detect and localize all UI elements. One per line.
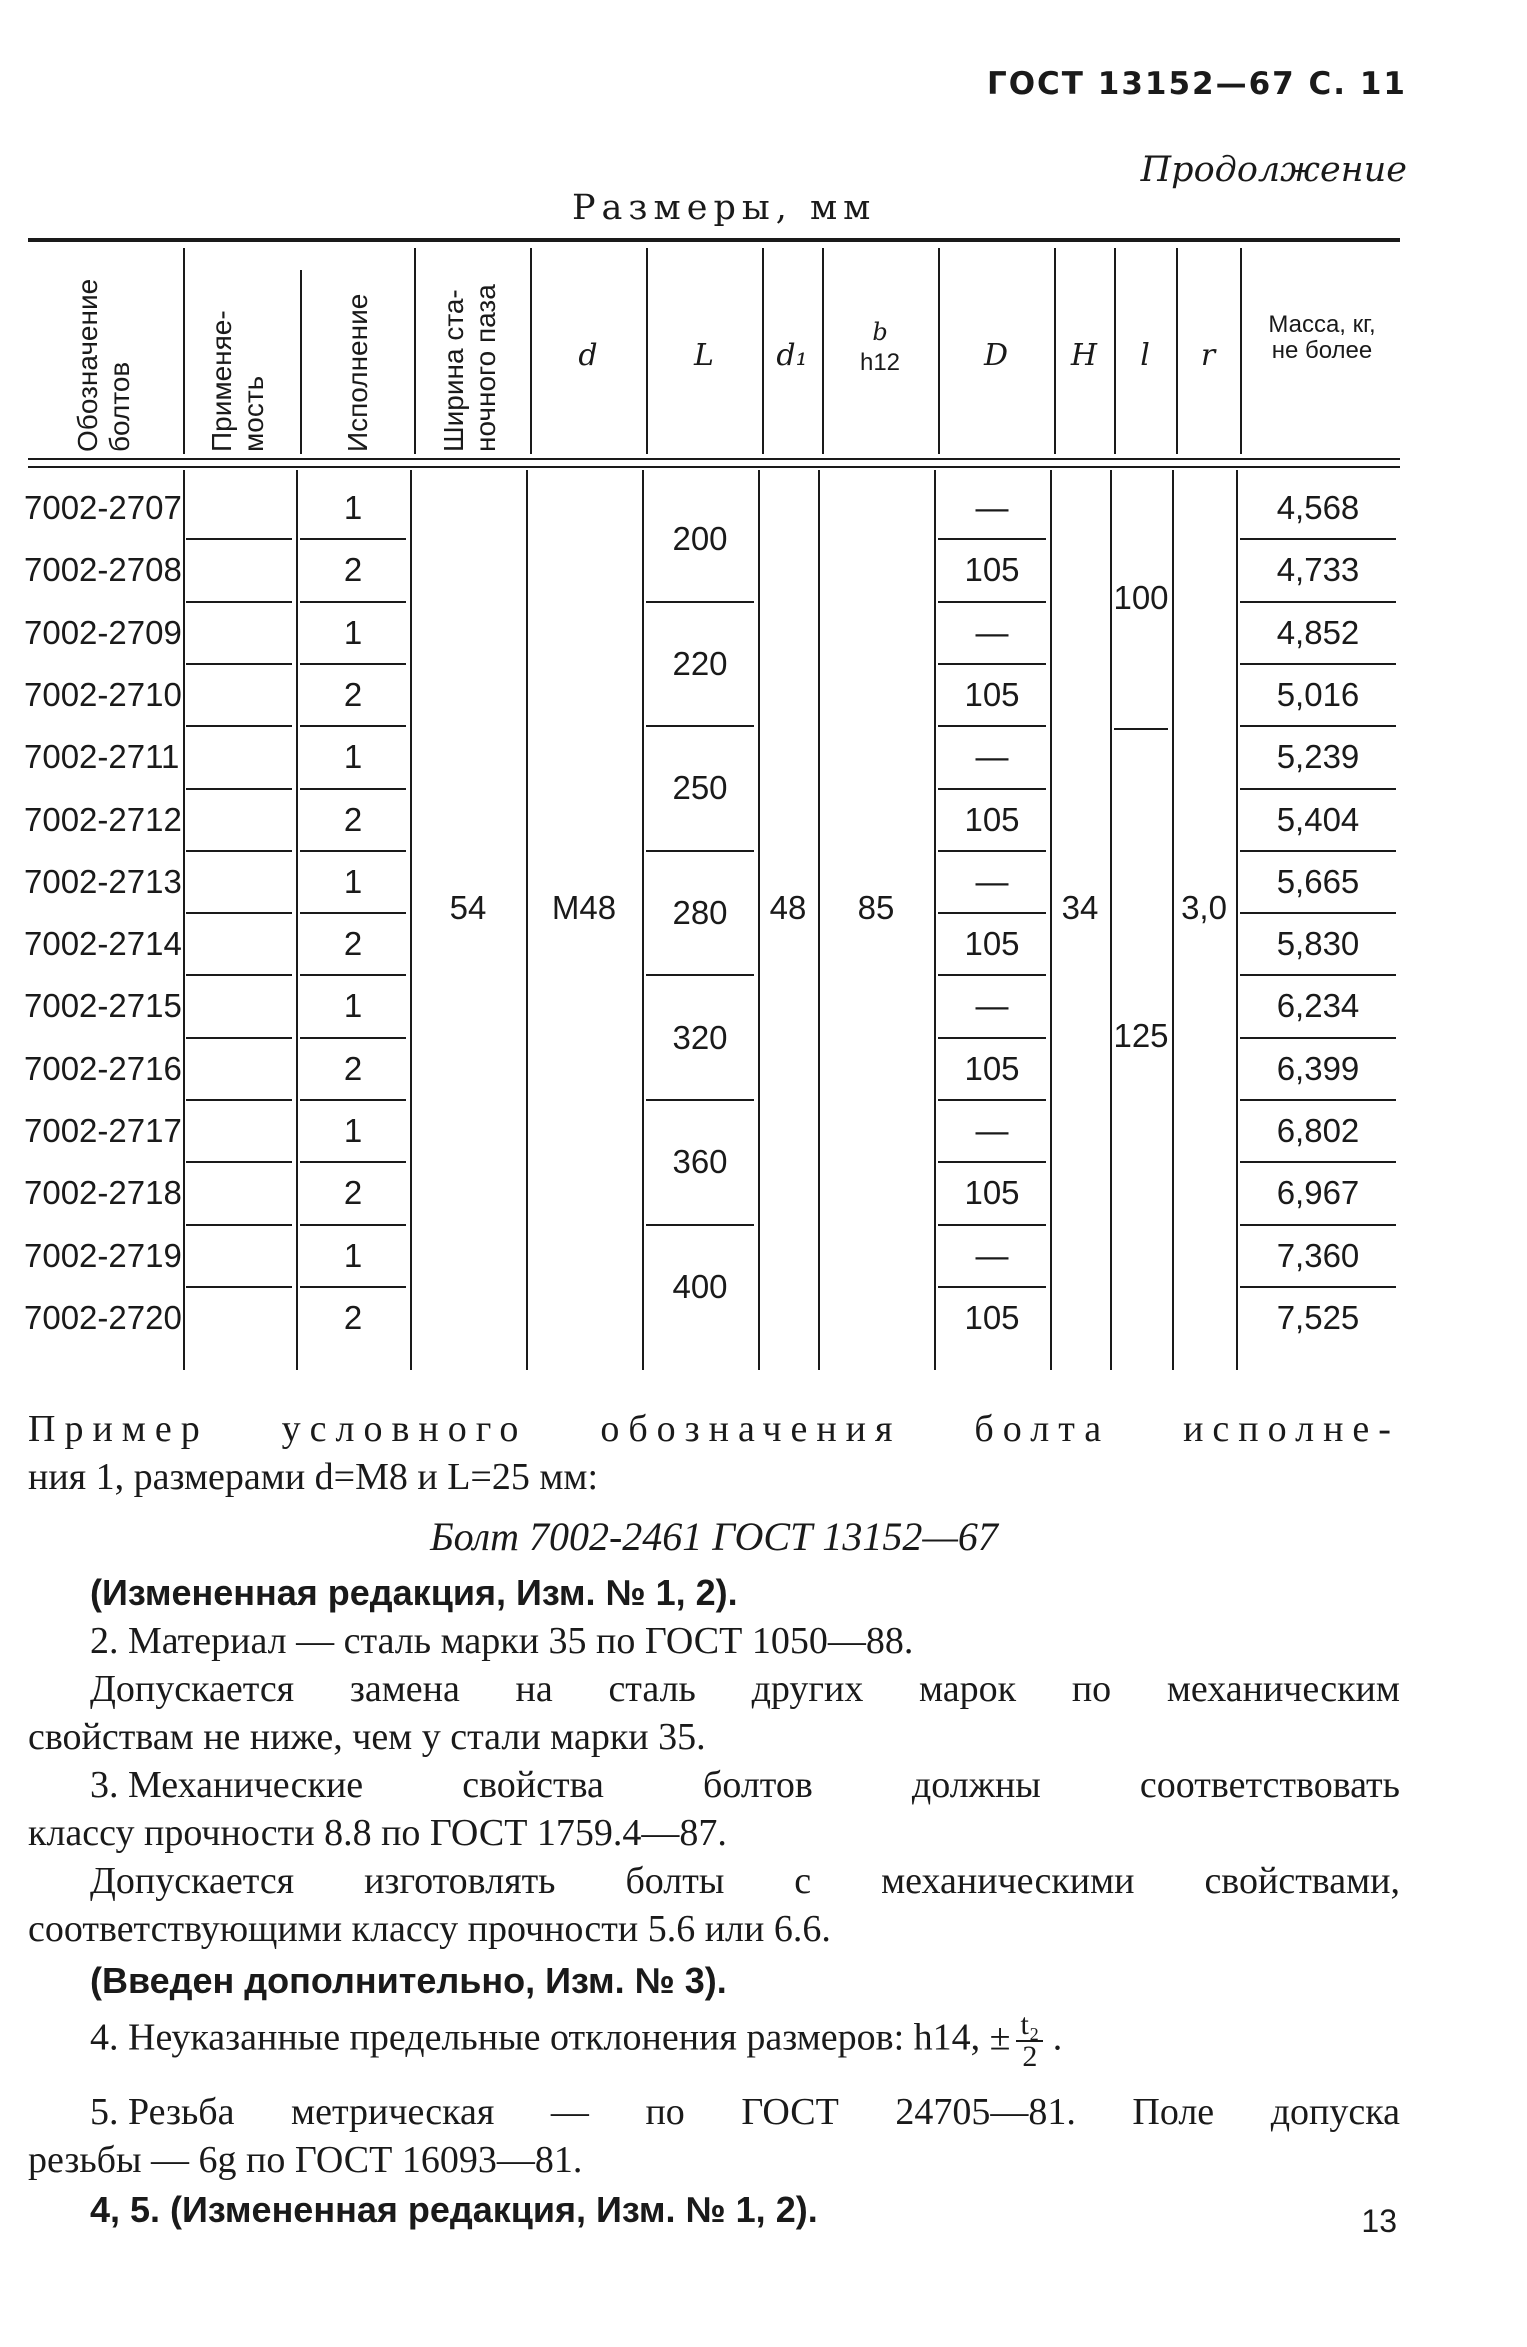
row-separator [300,1099,406,1101]
row-separator [300,1161,406,1163]
row-separator [1240,788,1396,790]
mass-cell: 6,967 [1276,1174,1360,1212]
paragraph-2-line2 [90,1665,1400,1713]
length-cell: 200 [672,520,728,558]
length-cell: 400 [672,1267,728,1305]
D-cell: — [975,738,1009,776]
row-separator [1240,725,1396,727]
version-cell: 2 [343,551,363,589]
designation-example: Болт 7002-2461 ГОСТ 13152—67 [430,1514,998,1559]
length-group-separator [646,725,754,727]
row-separator [938,1099,1046,1101]
sizes-caption: Размеры, мм [572,188,877,228]
mass-cell: 5,665 [1276,862,1360,900]
word: болтов [702,1764,813,1806]
fraction-denominator: 2 [1022,2040,1038,2073]
b-value: 85 [857,889,895,926]
word: Допускается [90,1860,295,1902]
paragraph-4-end: . [1052,2016,1063,2059]
designation-cell: 7002-2720 [24,1298,182,1336]
col-header-D: D [983,338,1009,373]
row-separator [300,850,406,852]
col-header-r: r [1200,338,1216,373]
word: Поле [1132,2091,1215,2133]
D-cell: — [975,1236,1009,1274]
designation-cell: 7002-2719 [24,1236,182,1274]
version-cell: 2 [343,1049,363,1087]
paragraph-4-text: 4. Неуказанные предельные отклонения размеров: h14, ± [90,2016,1011,2059]
paragraph-3-line3 [90,1857,1400,1905]
row-separator [186,788,292,790]
version-cell: 1 [343,1236,363,1274]
mass-cell: 4,733 [1276,551,1360,589]
row-separator [1240,1037,1396,1039]
col-header-l: l [1140,338,1150,373]
d1-value: 48 [769,889,807,926]
row-separator [938,912,1046,914]
col-header-b-tolerance: h12 [859,349,901,376]
row-separator [1240,1161,1396,1163]
row-separator [186,1099,292,1101]
col-header-d: d [578,338,598,373]
col-header-slot-width: Ширина ста-ночного паза [438,284,501,452]
row-separator [1240,912,1396,914]
paragraph-3-line4: соответствующими классу прочности 5.6 или 6.6. [28,1908,831,1950]
row-separator [1240,663,1396,665]
row-separator [938,974,1046,976]
word: замена [349,1668,460,1710]
table-top-rule [28,238,1400,242]
designation-cell: 7002-2717 [24,1112,182,1149]
designation-cell: 7002-2718 [24,1174,182,1212]
designation-cell: 7002-2711 [24,738,180,776]
l-group-separator [1114,728,1168,730]
mass-cell: 6,802 [1276,1112,1360,1149]
row-separator [300,912,406,914]
length-cell: 320 [672,1018,728,1056]
row-separator [1240,1224,1396,1226]
col-header-version: Исполнение [342,293,373,452]
row-separator [186,1286,292,1288]
col-header-d1: d₁ [776,338,808,373]
word: обозначения [600,1408,902,1450]
col-header-H: H [1070,338,1098,373]
row-separator [938,601,1046,603]
word: допуска [1270,2091,1400,2133]
D-cell: — [975,489,1009,526]
D-cell: 105 [964,1298,1020,1336]
designation-cell: 7002-2712 [24,800,182,838]
mass-cell: 6,234 [1276,987,1360,1025]
word: исполне- [1183,1408,1400,1450]
version-cell: 2 [343,1174,363,1212]
D-cell: 105 [964,1049,1020,1087]
length-cell: 250 [672,769,728,807]
example-intro-line2: ния 1, размерами d=M8 и L=25 мм: [28,1456,598,1498]
body-divider [183,470,185,1370]
mass-cell: 4,568 [1276,489,1360,526]
word: 24705—81. [895,2091,1076,2133]
mass-cell: 5,404 [1276,800,1360,838]
designation-cell: 7002-2715 [24,987,182,1025]
header-divider [300,270,302,454]
word: марок [919,1668,1017,1710]
row-separator [1240,538,1396,540]
word: по [645,2091,685,2133]
word: 5. Резьба [90,2091,235,2133]
row-separator [186,974,292,976]
row-separator [1240,850,1396,852]
col-header-applicability: Применяе-мость [206,310,269,452]
word: болта [974,1408,1111,1450]
word: по [1071,1668,1112,1710]
header-bottom-rule [28,458,1400,460]
D-cell: 105 [964,1174,1020,1212]
row-separator [938,1286,1046,1288]
paragraph-3-line2: классу прочности 8.8 по ГОСТ 1759.4—87. [28,1812,727,1854]
row-separator [938,663,1046,665]
row-separator [186,850,292,852]
word: с [794,1860,812,1902]
word: свойствами, [1204,1860,1400,1902]
mass-cell: 4,852 [1276,613,1360,651]
paragraph-5-line2: резьбы — 6g по ГОСТ 16093—81. [28,2139,583,2181]
word: свойства [462,1764,604,1806]
D-cell: — [975,987,1009,1025]
mass-cell: 5,830 [1276,925,1360,963]
word: соответствовать [1139,1764,1400,1806]
row-separator [186,912,292,914]
mass-cell: 5,239 [1276,738,1360,776]
version-cell: 1 [343,987,363,1025]
d-value: M48 [551,889,617,926]
col-header-designation: Обозначение болтов [72,278,135,452]
word: должны [911,1764,1041,1806]
row-separator [1240,974,1396,976]
word: Допускается [90,1668,295,1710]
l-value-125: 125 [1113,1017,1169,1054]
length-group-separator [646,1099,754,1101]
row-separator [1240,1099,1396,1101]
D-cell: 105 [964,551,1020,589]
row-separator [300,538,406,540]
word: — [550,2091,589,2133]
l-value-100: 100 [1113,579,1169,616]
slot-width-value: 54 [449,889,487,926]
row-separator [300,1286,406,1288]
D-cell: 105 [964,925,1020,963]
length-group-separator [646,1224,754,1226]
row-separator [300,974,406,976]
length-group-separator [646,850,754,852]
tolerance-fraction [1016,2010,1043,2072]
page-number: 13 [1361,2203,1397,2239]
revision-note-3: 4, 5. (Измененная редакция, Изм. № 1, 2). [90,2189,818,2230]
revision-note-1: (Измененная редакция, Изм. № 1, 2). [90,1572,738,1613]
example-intro-line1 [28,1405,1400,1453]
revision-note-2: (Введен дополнительно, Изм. № 3). [90,1960,727,2001]
row-separator [186,663,292,665]
paragraph-4 [90,2010,1400,2072]
version-cell: 1 [343,738,363,776]
version-cell: 1 [343,1112,363,1149]
r-value: 3,0 [1181,889,1227,926]
length-group-separator [646,601,754,603]
row-separator [300,1037,406,1039]
header-divider [1240,248,1242,454]
word: метрическая [291,2091,495,2133]
version-cell: 2 [343,1298,363,1336]
row-separator [186,1224,292,1226]
length-cell: 280 [672,893,728,931]
word: условного [281,1408,528,1450]
designation-cell: 7002-2708 [24,551,182,589]
word: механическими [881,1860,1135,1902]
mass-cell: 7,360 [1276,1236,1360,1274]
paragraph-2-line3: свойствам не ниже, чем у стали марки 35. [28,1716,706,1758]
word: других [751,1668,864,1710]
designation-cell: 7002-2716 [24,1049,182,1087]
designation-cell: 7002-2709 [24,613,182,651]
version-cell: 2 [343,925,363,963]
col-header-b: b [872,318,888,346]
row-separator [938,538,1046,540]
row-separator [300,663,406,665]
paragraph-5-line1 [90,2088,1400,2136]
designation-cell: 7002-2710 [24,675,182,713]
document-header: ГОСТ 13152—67 С. 11 [986,66,1407,102]
word: 3. Механические [90,1764,364,1806]
col-header-mass: Масса, кг, не более [1268,311,1376,364]
paragraph-3-line1 [90,1761,1400,1809]
fraction-numerator: t₂ [1016,2010,1043,2042]
designation-cell: 7002-2713 [24,862,182,900]
row-separator [186,601,292,603]
row-separator [186,1037,292,1039]
mass-cell: 5,016 [1276,675,1360,713]
mass-cell: 6,399 [1276,1049,1360,1087]
length-cell: 360 [672,1143,728,1181]
row-separator [186,538,292,540]
header-divider [414,248,416,454]
row-separator [938,850,1046,852]
row-separator [186,1161,292,1163]
D-cell: — [975,1112,1009,1149]
version-cell: 2 [343,675,363,713]
word: на [515,1668,553,1710]
word: Пример [28,1408,209,1450]
D-cell: 105 [964,675,1020,713]
designation-cell: 7002-2714 [24,925,182,963]
version-cell: 1 [343,862,363,900]
version-cell: 1 [343,613,363,651]
row-separator [186,725,292,727]
row-separator [938,1037,1046,1039]
row-separator [938,1224,1046,1226]
word: механическим [1166,1668,1400,1710]
length-cell: 220 [672,644,728,682]
header-divider [183,248,185,454]
word: сталь [608,1668,696,1710]
row-separator [300,725,406,727]
length-group-separator [646,974,754,976]
version-cell: 1 [343,489,363,526]
row-separator [300,788,406,790]
word: болты [625,1860,725,1902]
designation-cell: 7002-2707 [24,489,182,526]
row-separator [938,1161,1046,1163]
H-value: 34 [1061,889,1099,926]
version-cell: 2 [343,800,363,838]
word: ГОСТ [741,2091,839,2133]
paragraph-2-line1: 2. Материал — сталь марки 35 по ГОСТ 1050—88. [90,1620,914,1662]
row-separator [938,788,1046,790]
D-cell: — [975,862,1009,900]
row-separator [1240,1286,1396,1288]
continuation-label: Продолжение [1140,150,1407,190]
row-separator [300,601,406,603]
row-separator [1240,601,1396,603]
word: изготовлять [364,1860,556,1902]
col-header-L: L [694,338,714,373]
header-bottom-rule-2 [28,466,1400,468]
D-cell: 105 [964,800,1020,838]
mass-cell: 7,525 [1276,1298,1360,1336]
D-cell: — [975,613,1009,651]
row-separator [300,1224,406,1226]
row-separator [938,725,1046,727]
